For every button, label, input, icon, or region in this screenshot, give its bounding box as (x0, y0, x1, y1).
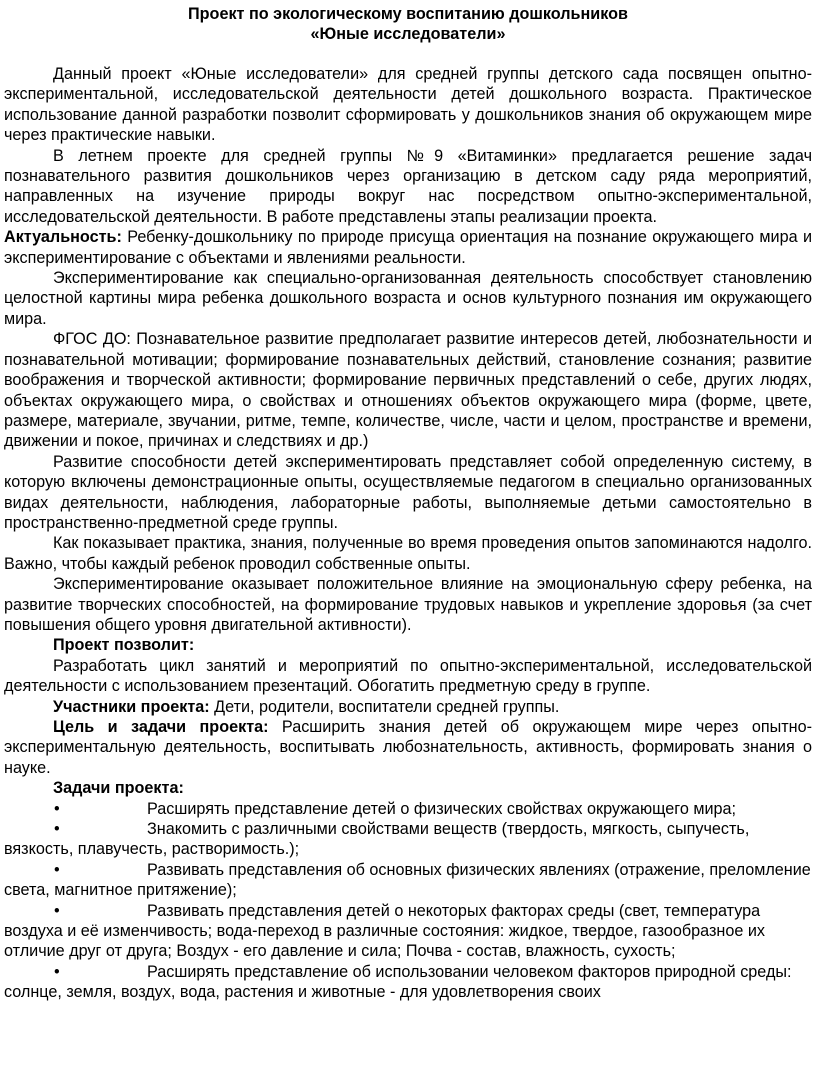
paragraph-experimentation: Экспериментирование как специально-организованная деятельность способствует становлению целостной картины мира ребенка дошкольного возраста и основ культурного познания им окружающего мира. (4, 269, 812, 328)
goal-text: Расширить знания детей об окружающем мире через опытно-экспериментальную деятельность, воспитывать любознательность, активность, формировать знания о науке. (4, 718, 812, 777)
bullet-icon: • (54, 860, 60, 879)
document-page (4, 4, 812, 1003)
task-text: Расширять представление детей о физических свойствах окружающего мира; (147, 799, 737, 818)
task-text: Знакомить с различными свойствами веществ (твердость, мягкость, сыпучесть, вязкость, плавучесть, растворимость.); (4, 820, 750, 859)
participants-label: Участники проекта: (53, 697, 210, 716)
task-text: Развивать представления об основных физических явлениях (отражение, преломление света, магнитное притяжение); (4, 860, 811, 900)
bullet-icon: • (54, 901, 60, 920)
paragraph-practice: Как показывает практика, знания, полученные во время проведения опытов запоминаются надолго. Важно, чтобы каждый ребенок проводил собственные опыты. (4, 534, 812, 573)
goal-label: Цель и задачи проекта: (53, 718, 269, 736)
bullet-icon: • (54, 962, 60, 981)
task-text: Развивать представления детей о некоторых факторах среды (свет, температура воздуха и её изменчивость; вода-переход в различные состояния: жидкое, твердое, газообразное их отличие друг от друга; Воздух - его давление и сила; Почва - состав, влажность, сухость; (4, 901, 765, 961)
paragraph-relevance (4, 227, 812, 268)
list-item (4, 860, 812, 901)
title-spacer (4, 44, 812, 64)
task-text: Расширять представление об использовании человеком факторов природной среды: солнце, земля, воздух, вода, растения и животные - для удовлетворения своих (4, 962, 792, 1002)
list-item (4, 819, 812, 860)
task-list (4, 799, 812, 1003)
list-item (4, 799, 812, 819)
paragraph-summer-project: В летнем проекте для средней группы №9 «Витаминки» предлагается решение задач познавательного развития дошкольников через организацию в детском саду ряда мероприятий, направленных на изучение природы вокруг нас посредством опытно-экспериментальной, исследовательской деятельности. В работе представлены этапы реализации проекта. (4, 146, 812, 226)
document-title-line-2: «Юные исследователи» (310, 25, 506, 43)
paragraph-influence: Экспериментирование оказывает положительное влияние на эмоциональную сферу ребенка, на развитие творческих способностей, на формирование трудовых навыков и укрепление здоровья (за счет повышения общего уровня двигательной активности). (4, 575, 812, 634)
document-title-line-1: Проект по экологическому воспитанию дошкольников (188, 5, 628, 23)
paragraph-develop-cycle: Разработать цикл занятий и мероприятий по опытно-экспериментальной, исследовательской деятельности с использованием презентаций. Обогатить предметную среду в группе. (4, 656, 812, 696)
list-item (4, 962, 812, 1003)
relevance-label: Актуальность: (4, 228, 122, 247)
list-item (4, 901, 812, 962)
paragraph-participants (4, 697, 812, 717)
paragraph-fgos: ФГОС ДО: Познавательное развитие предполагает развитие интересов детей, любознательности и познавательной мотивации; формирование познавательных действий, становление сознания; развитие воображения и творческой активности; формирование первичных представлений о себе, других людях, объектах окружающего мира, о свойствах и отношениях объектов окружающего мира (форме, цвете, размере, материале, звучании, ритме, темпе, количестве, числе, части и целом, пространстве и времени, движении и покое, причинах и следствиях и др.) (4, 330, 812, 451)
bullet-icon: • (54, 820, 60, 839)
bullet-icon: • (54, 799, 60, 818)
heading-project-allows: Проект позволит: (53, 636, 195, 655)
paragraph-ability: Развитие способности детей экспериментировать представляет собой определенную систему, в которую включены демонстрационные опыты, осуществляемые педагогом в специально организованных видах деятельности, наблюдения, лабораторные работы, выполняемые детьми самостоятельно в пространственно-предметной среде группы. (4, 452, 812, 532)
paragraph-intro: Данный проект «Юные исследователи» для средней группы детского сада посвящен опытно-экспериментальной, исследовательской деятельности детей дошкольного возраста. Практическое использование данной разработки позволит сформировать у дошкольников знания об окружающем мире через практические навыки. (4, 65, 812, 145)
participants-text: Дети, родители, воспитатели средней группы. (209, 697, 560, 716)
heading-project-tasks: Задачи проекта: (53, 779, 184, 798)
relevance-text: Ребенку-дошкольнику по природе присуща ориентация на познание окружающего мира и экспериментирование с объектами и явлениями реальности. (4, 228, 812, 267)
paragraph-goal (4, 717, 812, 778)
